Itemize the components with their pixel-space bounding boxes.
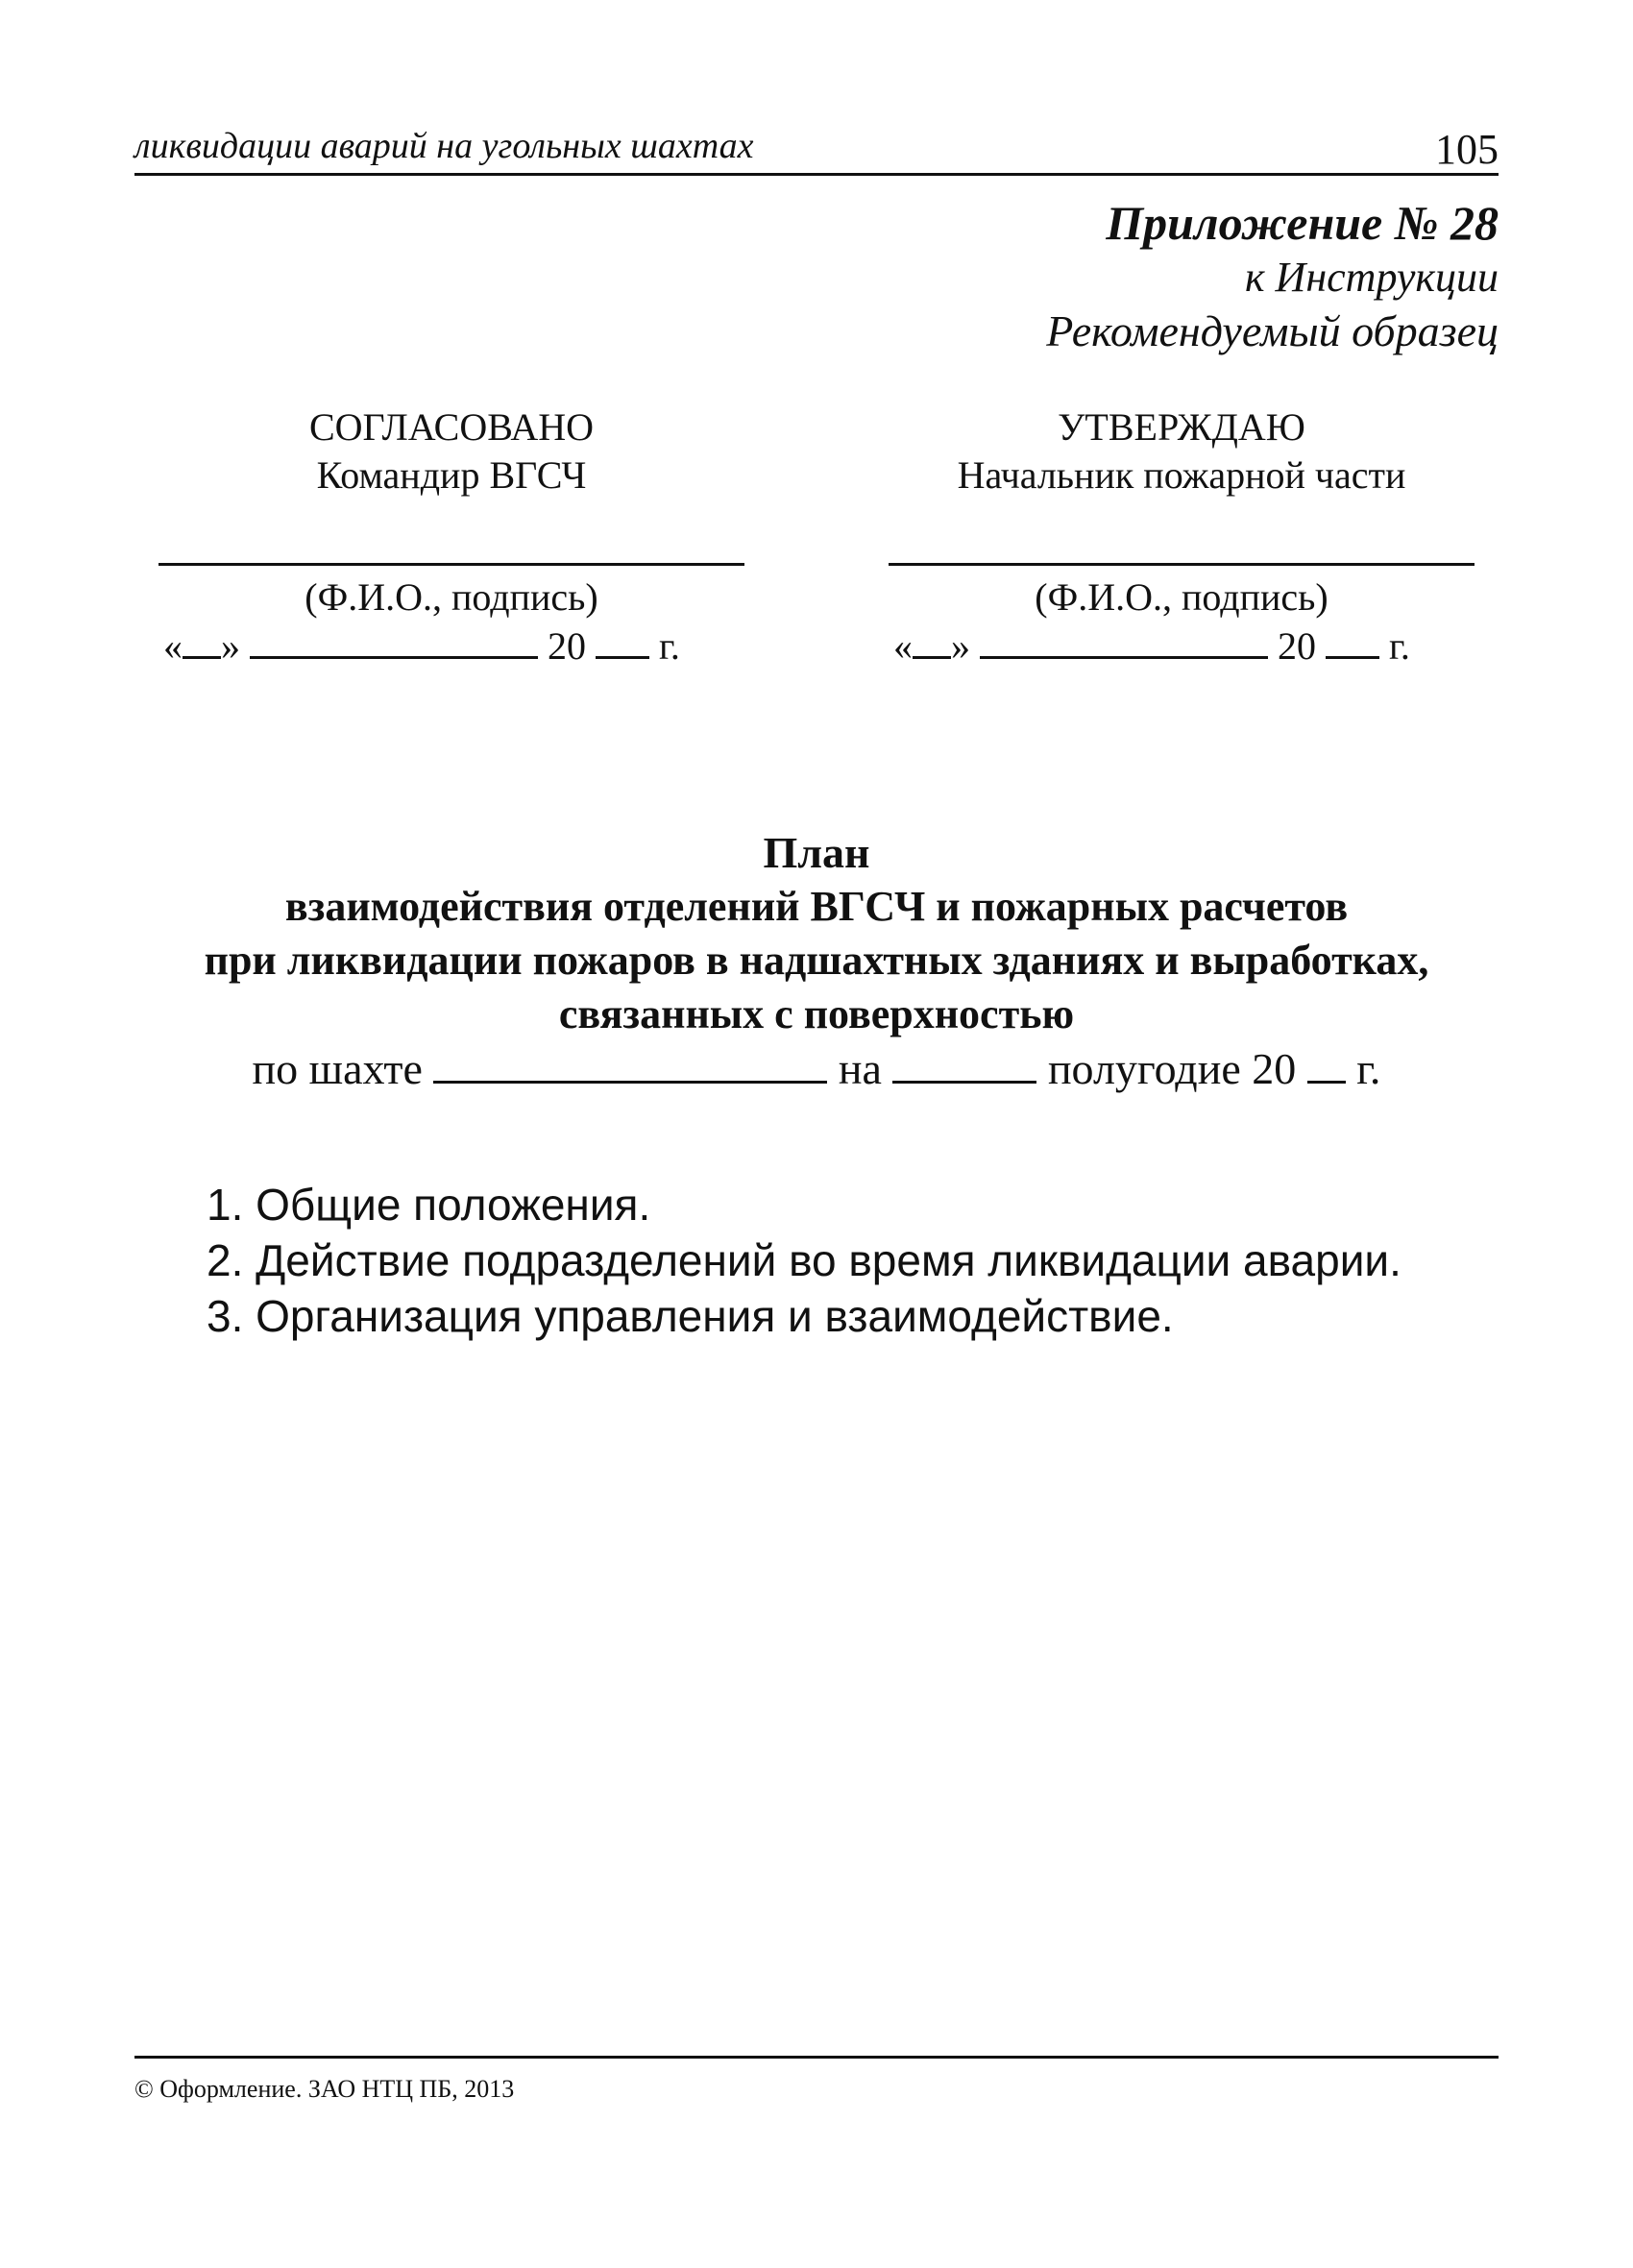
mine-prefix: по шахте xyxy=(252,1044,423,1093)
year-blank xyxy=(596,622,649,659)
date-open-quote: « xyxy=(893,624,913,668)
year-blank xyxy=(1326,622,1379,659)
title-line: План xyxy=(763,828,870,877)
signature-heading: УТВЕРЖДАЮ xyxy=(1058,405,1305,449)
signature-date-line xyxy=(884,622,1479,671)
list-item: 1. Общие положения. xyxy=(207,1180,651,1230)
mine-name-blank xyxy=(433,1046,827,1084)
title-line: при ликвидации пожаров в надшахтных зданиях и выработках, xyxy=(204,937,1429,984)
year-suffix: г. xyxy=(659,624,680,668)
half-year-prefix: на xyxy=(838,1044,882,1093)
title-line: взаимодействия отделений ВГСЧ и пожарных расчетов xyxy=(284,883,1349,930)
header-divider xyxy=(134,173,1499,176)
signature-position: Командир ВГСЧ xyxy=(316,453,587,497)
day-blank xyxy=(913,622,951,659)
signature-block-approved xyxy=(884,403,1479,671)
year-prefix: 20 xyxy=(1278,624,1316,668)
half-year-blank xyxy=(892,1046,1036,1084)
appendix-note: Рекомендуемый образец xyxy=(1046,306,1499,355)
signature-date-line xyxy=(154,622,749,671)
half-year-label: полугодие 20 xyxy=(1047,1044,1297,1093)
year-suffix: г. xyxy=(1389,624,1410,668)
date-open-quote: « xyxy=(163,624,183,668)
running-header-title: ликвидации аварий на угольных шахтах xyxy=(134,126,754,166)
footer-divider xyxy=(134,2056,1499,2059)
year-prefix: 20 xyxy=(548,624,586,668)
contents-list xyxy=(207,1177,1513,1344)
signature-block-agreed xyxy=(154,403,749,671)
appendix-reference: к Инструкции xyxy=(1244,254,1499,301)
signature-heading: СОГЛАСОВАНО xyxy=(308,405,595,449)
appendix-block xyxy=(826,194,1499,359)
year-suffix: г. xyxy=(1356,1044,1381,1093)
signature-caption: (Ф.И.О., подпись) xyxy=(1035,575,1328,619)
list-item: 2. Действие подразделений во время ликвидации аварии. xyxy=(207,1235,1401,1285)
page-number: 105 xyxy=(1435,126,1499,173)
mine-period-line xyxy=(144,1042,1489,1096)
signature-caption: (Ф.И.О., подпись) xyxy=(305,575,598,619)
title-line: связанных с поверхностью xyxy=(558,990,1075,1037)
month-blank xyxy=(980,622,1268,659)
signature-position: Начальник пожарной части xyxy=(957,453,1406,497)
signature-line xyxy=(889,563,1475,566)
appendix-label: Приложение № 28 xyxy=(1106,196,1499,250)
list-item: 3. Организация управления и взаимодействие. xyxy=(207,1291,1174,1341)
signature-line xyxy=(158,563,744,566)
date-close-quote: » xyxy=(951,624,970,668)
date-close-quote: » xyxy=(221,624,240,668)
footer-copyright: © Оформление. ЗАО НТЦ ПБ, 2013 xyxy=(134,2075,515,2103)
day-blank xyxy=(183,622,221,659)
month-blank xyxy=(250,622,538,659)
document-title xyxy=(144,826,1489,1041)
year-blank xyxy=(1307,1046,1346,1084)
